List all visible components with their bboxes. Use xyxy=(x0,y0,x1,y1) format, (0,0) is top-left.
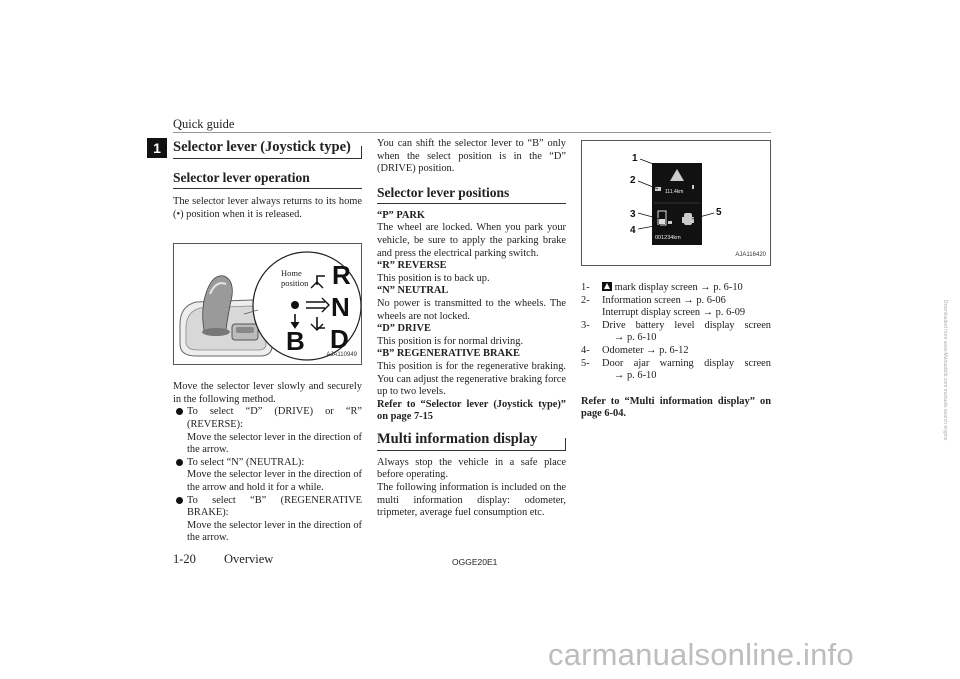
column-right xyxy=(581,138,771,421)
position-label: “B” REGENERATIVE BRAKE xyxy=(377,348,520,360)
position-label: “D” DRIVE xyxy=(377,323,431,335)
letter-n: N xyxy=(331,292,350,323)
refer-text: Refer to “Selector lever (Joystick type)” on page 7-15 xyxy=(377,398,566,423)
selector-lever-figure xyxy=(173,243,362,365)
callout-3: 3 xyxy=(630,209,636,220)
reference-item: 4- Odometer → p. 6-12 xyxy=(581,344,689,356)
position-text: No power is transmitted to the wheels. The wheels are not locked. xyxy=(377,297,566,322)
position-text: This position is for normal driving. xyxy=(377,335,524,347)
letter-b: B xyxy=(286,326,305,357)
bullet-icon xyxy=(176,408,183,415)
position-label: “R” REVERSE xyxy=(377,260,447,272)
reference-item: 5- Door ajar warning display screen → p. 6-10 xyxy=(581,357,771,382)
trip-readout: 111.4km xyxy=(665,189,684,195)
position-label: “P” PARK xyxy=(377,209,426,221)
reference-item: 3- Drive battery level display screen → p. 6-10 xyxy=(581,319,771,344)
header-rule xyxy=(173,132,771,133)
reference-item: 1- mark display screen → p. 6-10 xyxy=(581,282,743,293)
bullet-item: To select “D” (DRIVE) or “R” (REVERSE): Move the selector lever in the direction of the arrow. xyxy=(173,406,362,456)
position-text: This position is to back up. xyxy=(377,272,490,284)
figure-code: AJA116420 xyxy=(735,252,766,259)
footer-code: OGGE20E1 xyxy=(452,557,498,567)
odometer-readout: 001234km xyxy=(655,235,681,241)
bullet-item: To select “N” (NEUTRAL): Move the selector lever in the direction of the arrow and hold it for a while. xyxy=(173,457,362,495)
refer-text: Refer to “Multi information display” on page 6-04. xyxy=(581,395,771,420)
shift-paragraph: You can shift the selector lever to “B” only when the select position is in the “D” (DRIVE) position. xyxy=(377,138,566,175)
letter-d: D xyxy=(330,324,349,355)
bullet-item: To select “B” (REGENERATIVE BRAKE): Move the selector lever in the direction of the arrow. xyxy=(173,495,362,545)
callout-5: 5 xyxy=(716,207,722,218)
position-text: The wheel are locked. When you park your vehicle, be sure to apply the parking brake and press the electrical parking switch. xyxy=(377,222,566,259)
footer-section: Overview xyxy=(224,552,274,566)
position-label: “N” NEUTRAL xyxy=(377,285,449,297)
callout-4: 4 xyxy=(630,225,636,236)
multi-info-title: Multi information display xyxy=(377,430,566,451)
home-label: Home xyxy=(281,268,302,279)
side-text: Downloaded from www.Manualslib.com manuals search engine xyxy=(942,300,948,441)
chapter-tab: 1 xyxy=(147,138,167,158)
position-text: This position is for the regenerative braking. You can adjust the regenerative braking force up to two levels. xyxy=(377,360,566,398)
column-left xyxy=(173,138,362,545)
figure-code: AJA110949 xyxy=(326,351,357,358)
callout-2: 2 xyxy=(630,175,636,186)
positions-title: Selector lever positions xyxy=(377,184,566,204)
warning-mark-icon xyxy=(602,282,612,291)
bullet-icon xyxy=(176,459,183,466)
move-paragraph: Move the selector lever slowly and securely in the following method. xyxy=(173,381,362,405)
watermark: carmanualsonline.info xyxy=(548,637,854,672)
column-middle xyxy=(377,138,566,520)
safety-paragraph: Always stop the vehicle in a safe place before operating. xyxy=(377,456,566,481)
info-paragraph: The following information is included on the multi information display: odometer, tripmeter, average fuel consumption etc. xyxy=(377,482,566,519)
display-illustration xyxy=(582,141,770,265)
multi-info-figure xyxy=(581,140,771,266)
callout-1: 1 xyxy=(632,153,638,164)
subsection-title: Selector lever operation xyxy=(173,169,362,189)
intro-paragraph: The selector lever always returns to its home (•) position when it is released. xyxy=(173,196,362,220)
letter-r: R xyxy=(332,260,351,291)
bullet-icon xyxy=(176,497,183,504)
page-number: 1-20 xyxy=(173,552,196,566)
selector-lever-illustration xyxy=(174,244,361,364)
position-label: position xyxy=(281,278,309,289)
reference-item: 2- Information screen → p. 6-06 Interrupt display screen → p. 6-09 xyxy=(581,294,746,319)
section-title: Selector lever (Joystick type) xyxy=(173,138,362,159)
running-head: Quick guide xyxy=(173,117,235,131)
